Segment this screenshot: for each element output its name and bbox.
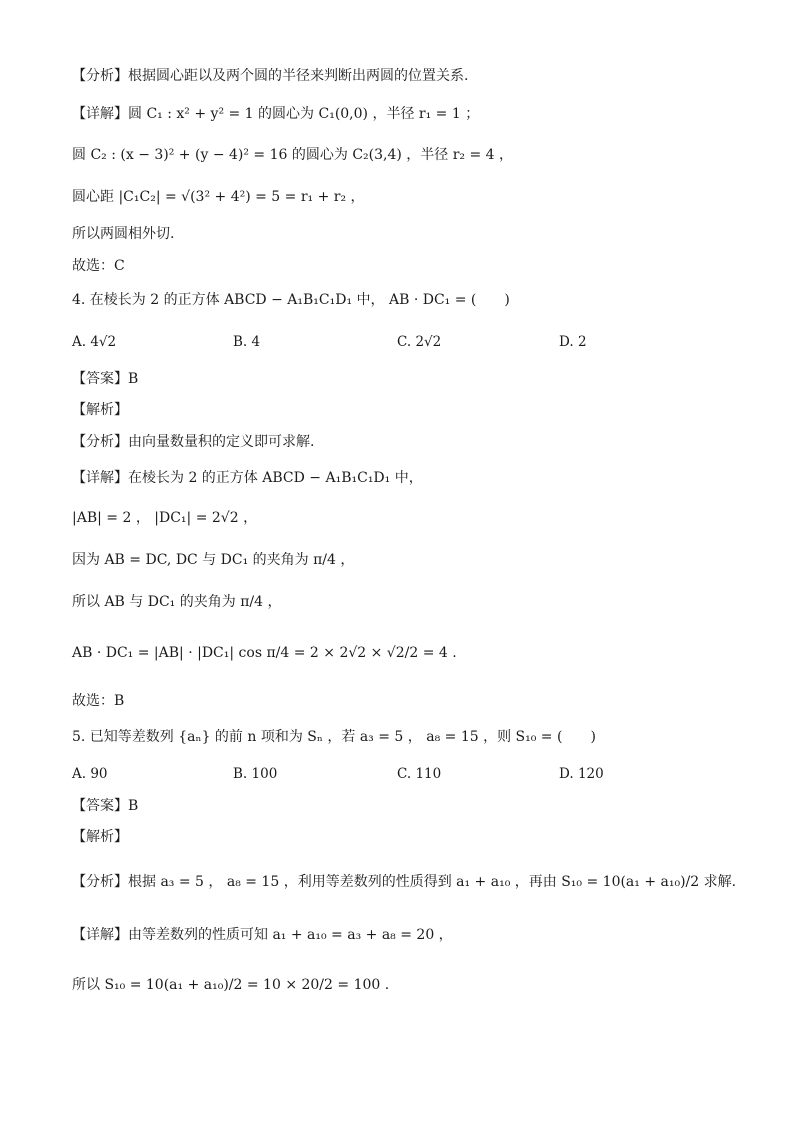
q5-option-c-label: C. (397, 766, 412, 782)
q5-option-a-label: A. (72, 766, 87, 782)
q5-option-b (233, 764, 277, 784)
q5-option-c-value: 110 (415, 766, 442, 782)
q4-option-c-label: C. (397, 334, 412, 350)
detail-line-q5-result: 所以 S₁₀ = 10(a₁ + a₁₀)/2 = 10 × 20/2 = 100 . (72, 977, 390, 993)
q5-option-d-label: D. (559, 766, 574, 782)
detail-line-circle-c2: 圆 C₂ : (x − 3)² + (y − 4)² = 16 的圆心为 C₂(3,4) ，半径 r₂ = 4 ， (72, 147, 514, 163)
q4-option-c-value: 2√2 (415, 334, 442, 350)
q5-option-b-value: 100 (251, 766, 278, 782)
q5-option-d (559, 764, 604, 784)
q5-option-a (72, 764, 108, 784)
question-4-stem: 4. 在棱长为 2 的正方体 ABCD − A₁B₁C₁D₁ 中， AB · DC₁ = ( ) (72, 292, 510, 308)
q5-option-c (397, 764, 441, 784)
analysis-line-q3: 【分析】根据圆心距以及两个圆的半径来判断出两圆的位置关系. (72, 68, 469, 84)
detail-line-circle-c1: 【详解】圆 C₁ : x² + y² = 1 的圆心为 C₁(0,0) ，半径 r₁ = 1 ； (72, 106, 480, 122)
explanation-heading-q5: 【解析】 (72, 829, 128, 845)
choice-line-q3: 故选：C (72, 258, 125, 274)
q4-option-b (233, 332, 260, 352)
q5-option-d-value: 120 (577, 766, 604, 782)
q4-option-d-label: D. (559, 334, 574, 350)
q4-option-c (397, 332, 441, 352)
q4-option-b-value: 4 (251, 334, 261, 350)
detail-line-q4-angle: 因为 AB = DC, DC 与 DC₁ 的夹角为 π/4 ， (72, 552, 355, 568)
answer-line-q5: 【答案】B (72, 798, 139, 814)
choice-line-q4: 故选：B (72, 693, 125, 709)
answer-line-q4: 【答案】B (72, 371, 139, 387)
q4-option-d-value: 2 (577, 334, 587, 350)
q4-option-a-label: A. (72, 334, 87, 350)
detail-line-q5-sum-property: 【详解】由等差数列的性质可知 a₁ + a₁₀ = a₃ + a₈ = 20 ， (72, 927, 453, 943)
q5-option-b-label: B. (233, 766, 248, 782)
detail-line-q4-setup: 【详解】在棱长为 2 的正方体 ABCD − A₁B₁C₁D₁ 中， (72, 470, 423, 486)
q4-option-b-label: B. (233, 334, 248, 350)
analysis-line-q4: 【分析】由向量数量积的定义即可求解. (72, 434, 315, 450)
explanation-heading-q4: 【解析】 (72, 402, 128, 418)
q4-option-a (72, 332, 116, 352)
detail-line-q4-magnitudes: |AB| = 2 ， |DC₁| = 2√2 ， (72, 510, 258, 526)
conclusion-line-q3: 所以两圆相外切. (72, 226, 175, 242)
analysis-line-q5: 【分析】根据 a₃ = 5 ， a₈ = 15 ，利用等差数列的性质得到 a₁ + a₁₀ ，再由 S₁₀ = 10(a₁ + a₁₀)/2 求解. (72, 874, 737, 890)
q4-option-d (559, 332, 587, 352)
detail-line-q4-angle-result: 所以 AB 与 DC₁ 的夹角为 π/4 ， (72, 594, 282, 610)
question-5-stem: 5. 已知等差数列 {aₙ} 的前 n 项和为 Sₙ ，若 a₃ = 5 ， a₈ = 15 ，则 S₁₀ = ( ) (72, 729, 596, 745)
detail-line-center-distance: 圆心距 |C₁C₂| = √(3² + 4²) = 5 = r₁ + r₂ ， (72, 189, 365, 205)
detail-line-q4-dot-product: AB · DC₁ = |AB| · |DC₁| cos π/4 = 2 × 2√2 × √2/2 = 4 . (72, 645, 457, 661)
q4-option-a-value: 4√2 (90, 334, 117, 350)
q5-option-a-value: 90 (90, 766, 108, 782)
